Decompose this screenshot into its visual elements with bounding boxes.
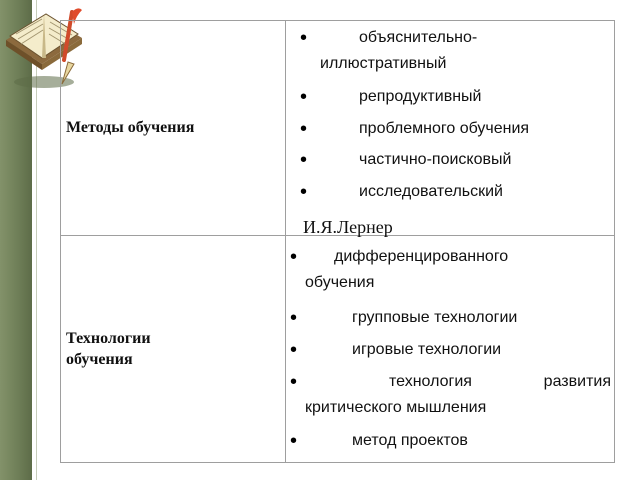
label-cell-methods xyxy=(61,21,286,236)
item-text: игровые технологии xyxy=(352,341,502,358)
row-label-technologies xyxy=(66,328,285,370)
bullet-icon: • xyxy=(300,149,308,171)
item-text: дифференцированного xyxy=(334,248,509,265)
bullet-icon: • xyxy=(290,371,298,393)
item-text-continuation: иллюстративный xyxy=(320,55,447,72)
row-label-methods: Методы обучения xyxy=(66,119,195,136)
item-text-word: технология xyxy=(389,373,472,390)
technologies-list xyxy=(286,236,614,462)
item-text: групповые технологии xyxy=(352,309,518,326)
list-item xyxy=(286,244,614,296)
table-row-methods xyxy=(61,21,615,236)
list-item xyxy=(286,25,614,77)
content-cell-methods xyxy=(286,21,615,236)
justified-line xyxy=(389,369,611,395)
item-text: частично-поисковый xyxy=(359,151,512,168)
bullet-icon: • xyxy=(290,430,298,452)
bullet-icon: • xyxy=(300,86,308,108)
bullet-icon: • xyxy=(290,246,298,268)
item-text-word: развития xyxy=(543,373,611,390)
list-item xyxy=(286,369,614,421)
row-label-line: обучения xyxy=(66,351,133,368)
table-row-technologies xyxy=(61,236,615,463)
bullet-icon: • xyxy=(300,27,308,49)
bullet-icon: • xyxy=(300,118,308,140)
item-text: исследовательский xyxy=(359,183,503,200)
bullet-icon: • xyxy=(300,181,308,203)
item-text: проблемного обучения xyxy=(359,120,530,137)
item-text: объяснительно- xyxy=(359,29,478,46)
bullet-icon: • xyxy=(290,339,298,361)
item-text: репродуктивный xyxy=(359,88,482,105)
methods-list xyxy=(286,21,614,235)
row-label-line: Технологии xyxy=(66,330,151,347)
item-text-continuation: обучения xyxy=(305,274,375,291)
item-text-continuation: критического мышления xyxy=(305,399,487,416)
content-cell-technologies xyxy=(286,236,615,463)
bullet-icon: • xyxy=(290,307,298,329)
author-attribution: И.Я.Лернер xyxy=(303,217,393,237)
methods-technologies-table xyxy=(60,20,615,463)
item-text: метод проектов xyxy=(352,432,468,449)
label-cell-technologies xyxy=(61,236,286,463)
